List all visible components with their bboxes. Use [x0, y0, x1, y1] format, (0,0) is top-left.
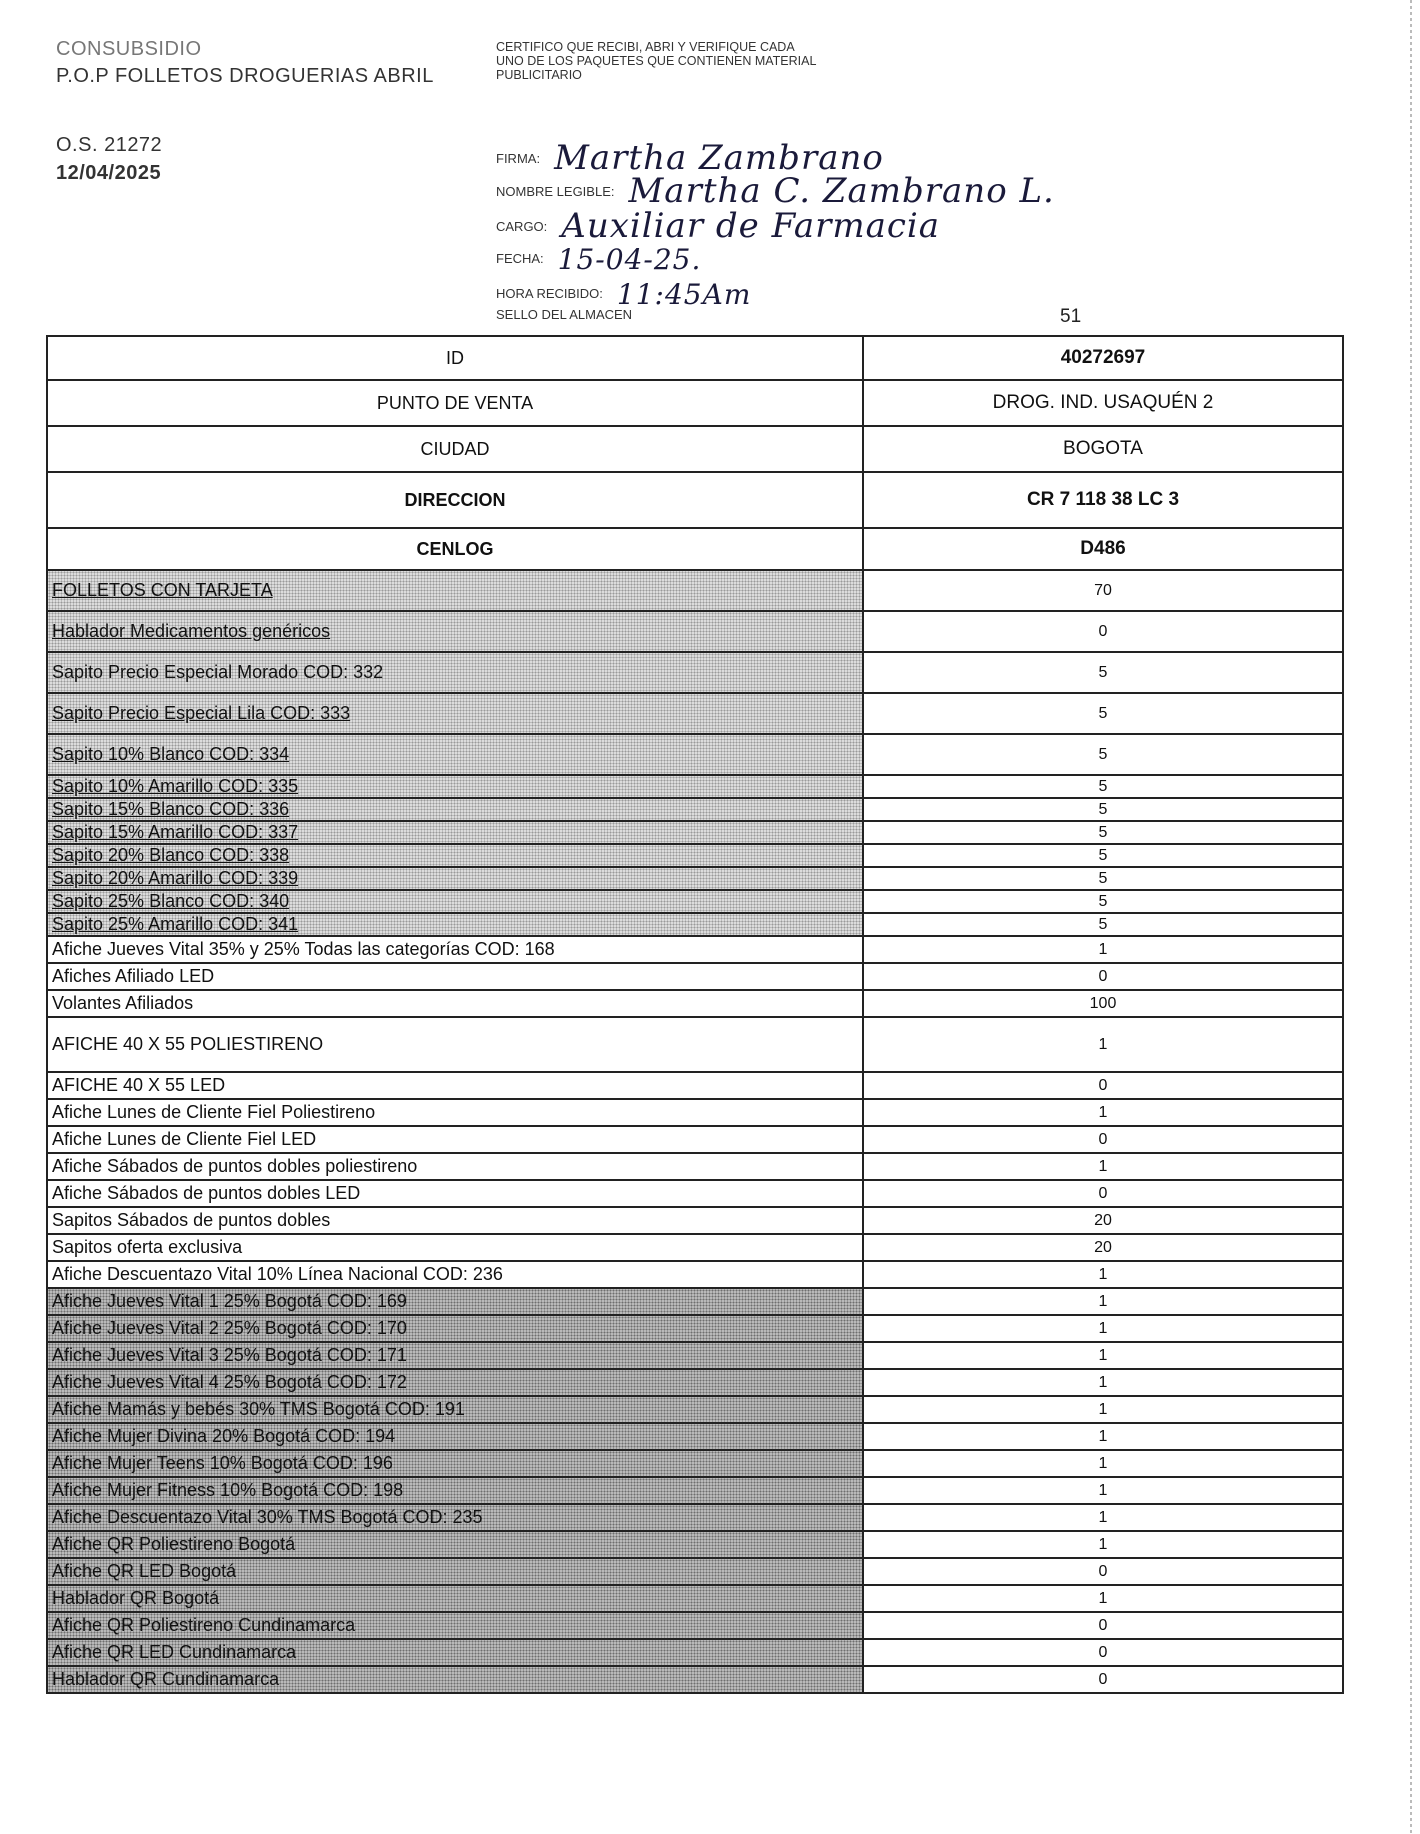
item-label — [47, 1126, 863, 1153]
table-row — [47, 821, 1343, 844]
item-label — [47, 867, 863, 890]
item-label — [47, 1450, 863, 1477]
item-quantity: 5 — [863, 867, 1343, 890]
item-quantity: 100 — [863, 990, 1343, 1017]
firma-label: FIRMA: — [496, 151, 541, 166]
table-row — [47, 1288, 1343, 1315]
table-row — [47, 1450, 1343, 1477]
item-label-text: AFICHE 40 X 55 LED — [52, 1075, 226, 1095]
item-label-text: Sapito Precio Especial Morado COD: 332 — [52, 662, 384, 682]
item-label — [47, 1234, 863, 1261]
item-label-text: Hablador Medicamentos genéricos — [52, 621, 331, 641]
item-label — [47, 890, 863, 913]
header-row-label: ID — [47, 336, 863, 380]
item-label-text: Afiche QR Poliestireno Cundinamarca — [52, 1615, 356, 1635]
header-row — [47, 472, 1343, 528]
item-label-text: Hablador QR Bogotá — [52, 1588, 220, 1608]
header-row — [47, 336, 1343, 380]
nombre-value: Martha C. Zambrano L. — [628, 171, 1055, 211]
table-row — [47, 1504, 1343, 1531]
item-quantity: 20 — [863, 1207, 1343, 1234]
item-label-text: Afiche Lunes de Cliente Fiel Poliestireno — [52, 1102, 376, 1122]
item-quantity: 20 — [863, 1234, 1343, 1261]
nombre-label: NOMBRE LEGIBLE: — [496, 184, 615, 199]
item-label-text: Sapito Precio Especial Lila COD: 333 — [52, 703, 351, 723]
header-row-label: CIUDAD — [47, 426, 863, 472]
table-row — [47, 1261, 1343, 1288]
item-quantity: 1 — [863, 1153, 1343, 1180]
item-label — [47, 1396, 863, 1423]
table-row — [47, 1396, 1343, 1423]
item-label — [47, 1423, 863, 1450]
item-label — [47, 1017, 863, 1072]
item-label — [47, 913, 863, 936]
table-row — [47, 867, 1343, 890]
item-quantity: 1 — [863, 1369, 1343, 1396]
item-label-text: Sapito 15% Amarillo COD: 337 — [52, 822, 299, 842]
item-quantity: 1 — [863, 1342, 1343, 1369]
table-row — [47, 798, 1343, 821]
table-row — [47, 1531, 1343, 1558]
item-label — [47, 734, 863, 775]
table-row — [47, 734, 1343, 775]
table-row — [47, 1180, 1343, 1207]
item-label — [47, 798, 863, 821]
item-label-text: Afiche Mujer Divina 20% Bogotá COD: 194 — [52, 1426, 396, 1446]
item-label — [47, 1477, 863, 1504]
item-label — [47, 775, 863, 798]
item-quantity: 0 — [863, 1180, 1343, 1207]
item-quantity: 1 — [863, 1423, 1343, 1450]
item-label — [47, 844, 863, 867]
item-quantity: 1 — [863, 1288, 1343, 1315]
header-row — [47, 380, 1343, 426]
item-quantity: 5 — [863, 693, 1343, 734]
item-quantity: 1 — [863, 1315, 1343, 1342]
header-row — [47, 528, 1343, 570]
item-quantity: 1 — [863, 1261, 1343, 1288]
table-row — [47, 1342, 1343, 1369]
item-label-text: Sapitos Sábados de puntos dobles — [52, 1210, 331, 1230]
table-row — [47, 1099, 1343, 1126]
header-row-value: 40272697 — [863, 336, 1343, 380]
table-row — [47, 1072, 1343, 1099]
item-label — [47, 1504, 863, 1531]
item-label-text: Sapito 25% Blanco COD: 340 — [52, 891, 290, 911]
table-row — [47, 890, 1343, 913]
table-row — [47, 1666, 1343, 1693]
table-row — [47, 990, 1343, 1017]
table-row — [47, 1639, 1343, 1666]
item-label-text: Afiche Descuentazo Vital 10% Línea Nacional COD: 236 — [52, 1264, 503, 1284]
item-label — [47, 1072, 863, 1099]
item-label — [47, 1558, 863, 1585]
fecha-row — [496, 237, 702, 276]
header-row-label: CENLOG — [47, 528, 863, 570]
table-row — [47, 570, 1343, 611]
item-quantity: 5 — [863, 821, 1343, 844]
item-quantity: 1 — [863, 1585, 1343, 1612]
table-row — [47, 652, 1343, 693]
certification-text: CERTIFICO QUE RECIBI, ABRI Y VERIFIQUE CADA UNO DE LOS PAQUETES QUE CONTIENEN MATERIAL PUBLICITARIO — [496, 40, 816, 82]
table-row — [47, 936, 1343, 963]
table-row — [47, 1558, 1343, 1585]
item-label — [47, 1180, 863, 1207]
item-label — [47, 1612, 863, 1639]
table-row — [47, 1153, 1343, 1180]
header-order-number: O.S. 21272 — [56, 134, 163, 156]
item-label-text: Sapito 15% Blanco COD: 336 — [52, 799, 290, 819]
item-label — [47, 652, 863, 693]
item-label — [47, 1099, 863, 1126]
cargo-row — [496, 200, 941, 246]
item-label — [47, 1585, 863, 1612]
table-row — [47, 1315, 1343, 1342]
table-row — [47, 1126, 1343, 1153]
item-label-text: Afiche Mujer Fitness 10% Bogotá COD: 198 — [52, 1480, 404, 1500]
item-label — [47, 1207, 863, 1234]
item-quantity: 1 — [863, 1477, 1343, 1504]
table-row — [47, 913, 1343, 936]
item-label — [47, 1639, 863, 1666]
item-label-text: Afiches Afiliado LED — [52, 966, 215, 986]
header-row-value: DROG. IND. USAQUÉN 2 — [863, 380, 1343, 426]
item-label — [47, 570, 863, 611]
item-quantity: 70 — [863, 570, 1343, 611]
item-label-text: Afiche QR LED Bogotá — [52, 1561, 237, 1581]
item-label-text: Afiche Sábados de puntos dobles poliestireno — [52, 1156, 418, 1176]
item-quantity: 5 — [863, 775, 1343, 798]
header-date: 12/04/2025 — [56, 162, 162, 184]
item-quantity: 5 — [863, 652, 1343, 693]
item-quantity: 5 — [863, 734, 1343, 775]
item-quantity: 1 — [863, 1099, 1343, 1126]
item-quantity: 0 — [863, 1126, 1343, 1153]
item-quantity: 5 — [863, 844, 1343, 867]
header-row-label: DIRECCION — [47, 472, 863, 528]
item-label-text: Sapito 10% Amarillo COD: 335 — [52, 776, 299, 796]
table-row — [47, 1234, 1343, 1261]
sello-label: SELLO DEL ALMACEN — [496, 307, 633, 322]
table-row — [47, 1585, 1343, 1612]
item-label — [47, 1531, 863, 1558]
table-row — [47, 1423, 1343, 1450]
item-label-text: AFICHE 40 X 55 POLIESTIRENO — [52, 1034, 324, 1054]
item-quantity: 0 — [863, 963, 1343, 990]
header-company: CONSUBSIDIO — [56, 38, 202, 60]
item-label-text: Hablador QR Cundinamarca — [52, 1669, 280, 1689]
firma-signature: Martha Zambrano — [554, 138, 884, 178]
item-label-text: Sapito 20% Blanco COD: 338 — [52, 845, 290, 865]
item-label-text: Afiche QR Poliestireno Bogotá — [52, 1534, 296, 1554]
hora-label: HORA RECIBIDO: — [496, 286, 603, 301]
item-quantity: 0 — [863, 611, 1343, 652]
item-label — [47, 1288, 863, 1315]
item-label — [47, 1315, 863, 1342]
cargo-value: Auxiliar de Farmacia — [561, 206, 941, 246]
item-label — [47, 693, 863, 734]
scan-edge-mark — [1410, 0, 1412, 1834]
item-label-text: FOLLETOS CON TARJETA — [52, 580, 273, 600]
item-label — [47, 821, 863, 844]
item-label-text: Volantes Afiliados — [52, 993, 194, 1013]
item-quantity: 5 — [863, 798, 1343, 821]
item-quantity: 1 — [863, 1504, 1343, 1531]
item-label-text: Afiche Jueves Vital 35% y 25% Todas las categorías COD: 168 — [52, 939, 555, 959]
header-row-value: D486 — [863, 528, 1343, 570]
item-quantity: 1 — [863, 1531, 1343, 1558]
item-label — [47, 611, 863, 652]
item-label-text: Afiche Lunes de Cliente Fiel LED — [52, 1129, 317, 1149]
delivery-table-body — [47, 336, 1343, 1693]
item-label-text: Sapito 25% Amarillo COD: 341 — [52, 914, 299, 934]
item-label — [47, 936, 863, 963]
item-label-text: Afiche Mujer Teens 10% Bogotá COD: 196 — [52, 1453, 393, 1473]
table-row — [47, 693, 1343, 734]
item-label — [47, 1153, 863, 1180]
header-row-label: PUNTO DE VENTA — [47, 380, 863, 426]
item-quantity: 0 — [863, 1666, 1343, 1693]
hora-row — [496, 272, 752, 311]
header-row-value: CR 7 118 38 LC 3 — [863, 472, 1343, 528]
item-label-text: Afiche Jueves Vital 4 25% Bogotá COD: 172 — [52, 1372, 407, 1392]
header-project: P.O.P FOLLETOS DROGUERIAS ABRIL — [56, 65, 434, 87]
nombre-row — [496, 165, 1055, 211]
item-label-text: Afiche Jueves Vital 2 25% Bogotá COD: 170 — [52, 1318, 407, 1338]
table-row — [47, 611, 1343, 652]
item-quantity: 0 — [863, 1612, 1343, 1639]
item-label — [47, 1666, 863, 1693]
cargo-label: CARGO: — [496, 219, 548, 234]
item-label-text: Afiche Sábados de puntos dobles LED — [52, 1183, 361, 1203]
header-row-value: BOGOTA — [863, 426, 1343, 472]
item-quantity: 0 — [863, 1558, 1343, 1585]
item-quantity: 1 — [863, 1017, 1343, 1072]
item-label — [47, 963, 863, 990]
item-quantity: 5 — [863, 913, 1343, 936]
item-label-text: Afiche Jueves Vital 3 25% Bogotá COD: 171 — [52, 1345, 407, 1365]
fecha-value: 15-04-25. — [557, 243, 702, 276]
item-label — [47, 1342, 863, 1369]
header-block — [56, 36, 434, 184]
table-row — [47, 1477, 1343, 1504]
item-quantity: 1 — [863, 1396, 1343, 1423]
table-row — [47, 844, 1343, 867]
item-label-text: Afiche Mamás y bebés 30% TMS Bogotá COD: 191 — [52, 1399, 465, 1419]
item-quantity: 5 — [863, 890, 1343, 913]
item-quantity: 0 — [863, 1072, 1343, 1099]
table-row — [47, 963, 1343, 990]
item-label-text: Afiche Jueves Vital 1 25% Bogotá COD: 169 — [52, 1291, 407, 1311]
item-label-text: Sapito 10% Blanco COD: 334 — [52, 744, 290, 764]
item-label-text: Sapito 20% Amarillo COD: 339 — [52, 868, 299, 888]
item-label-text: Afiche QR LED Cundinamarca — [52, 1642, 297, 1662]
hora-value: 11:45Am — [616, 278, 752, 311]
table-row — [47, 1612, 1343, 1639]
item-label — [47, 1369, 863, 1396]
header-row — [47, 426, 1343, 472]
table-row — [47, 1017, 1343, 1072]
page-number: 51 — [1060, 306, 1082, 327]
item-quantity: 1 — [863, 1450, 1343, 1477]
table-row — [47, 1207, 1343, 1234]
item-label — [47, 990, 863, 1017]
item-label-text: Afiche Descuentazo Vital 30% TMS Bogotá COD: 235 — [52, 1507, 483, 1527]
item-quantity: 0 — [863, 1639, 1343, 1666]
delivery-table — [46, 335, 1344, 1694]
table-row — [47, 1369, 1343, 1396]
item-label — [47, 1261, 863, 1288]
table-row — [47, 775, 1343, 798]
item-quantity: 1 — [863, 936, 1343, 963]
fecha-label: FECHA: — [496, 251, 544, 266]
item-label-text: Sapitos oferta exclusiva — [52, 1237, 243, 1257]
